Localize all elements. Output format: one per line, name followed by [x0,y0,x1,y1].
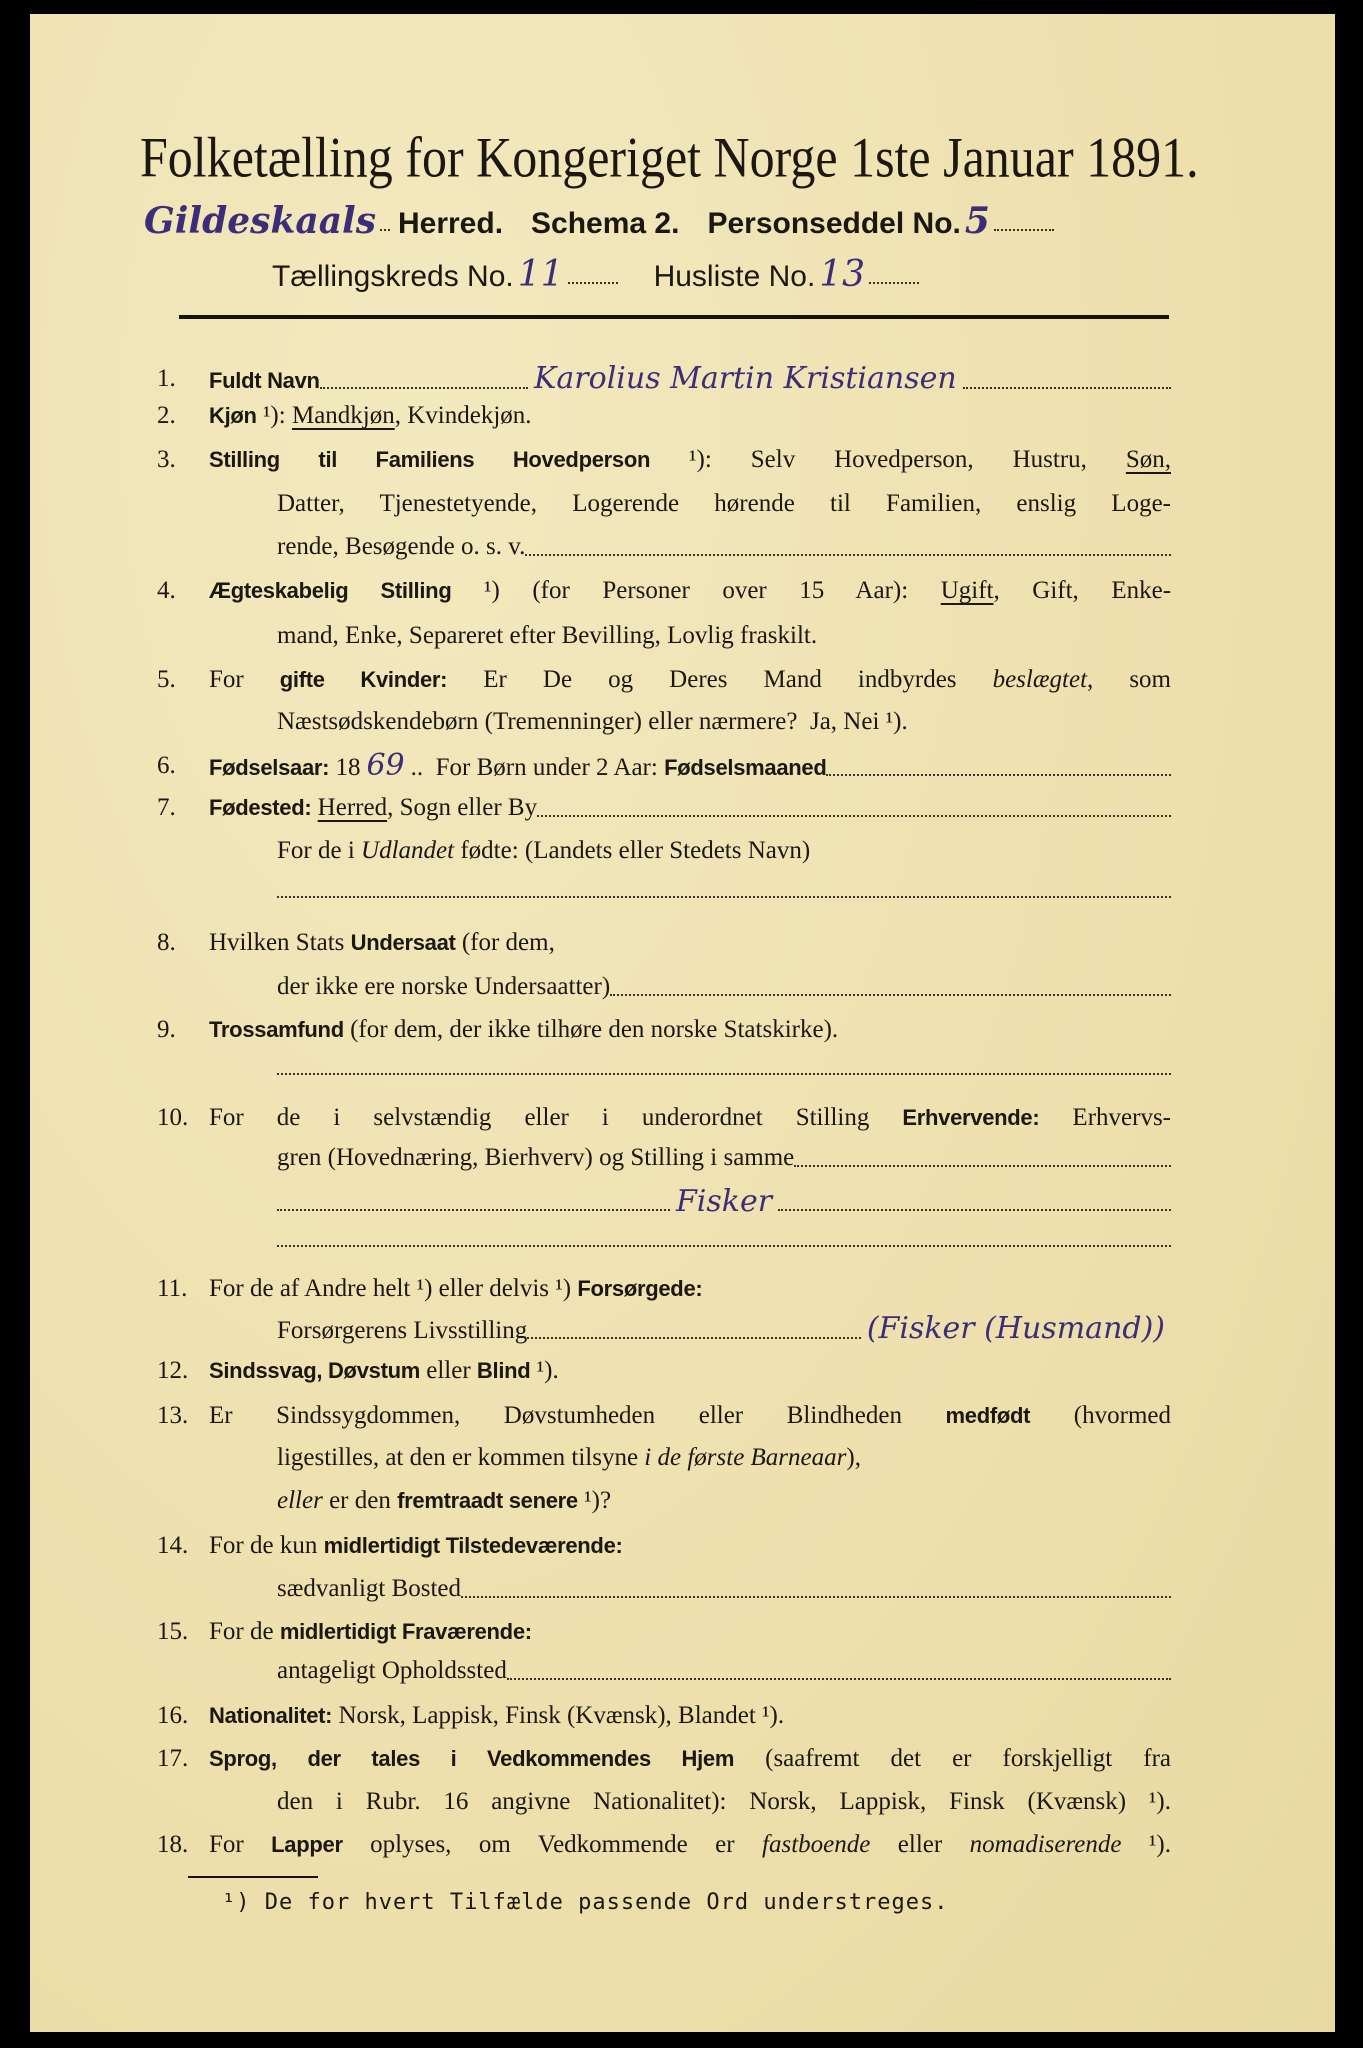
form-line [0,1141,1363,1175]
dotted-leader [380,228,390,231]
item-text [277,1785,1171,1819]
item-text [209,1742,1171,1776]
item-number: 3. [157,446,176,473]
item-text [209,1101,1171,1135]
form-line [0,1058,1363,1092]
form-line [0,530,1363,564]
husliste-value: 13 [819,254,866,295]
text: For de i selvstændig eller i underordnet Stilling [209,1104,903,1131]
item-text [277,1185,1171,1219]
text: For de [209,1618,280,1645]
text: mand, Enke, Separeret efter Bevilling, Lovlig fraskilt. [277,622,818,649]
bold-label: Fødselsaar: [209,755,330,780]
italic-text: beslægtet [992,666,1088,693]
item-text [277,881,1171,898]
text: Norsk, Lappisk, Finsk (Kvænsk), Blandet ¹). [332,1702,785,1729]
bold-label: Fødselsmaaned [664,755,827,780]
item-text [209,1828,1171,1862]
underlined-option: Herred [317,794,388,821]
item-text [277,487,1171,521]
dotted-leader [277,895,1171,898]
item-text [209,1615,1171,1649]
personseddel-value: 5 [964,200,990,242]
handwritten-entry: Karolius Martin Kristiansen [534,361,957,396]
item-text [277,530,1171,564]
form-line [0,1441,1363,1475]
form-line [0,362,1363,396]
text: fødte: (Landets eller Stedets Navn) [454,837,811,864]
personseddel-label: Personseddel No. [707,207,961,240]
item-text [209,749,1171,785]
bold-label: Forsørgede: [577,1276,703,1301]
text: Forsørgerens Livsstilling [277,1317,528,1344]
bold-label: Blind [476,1358,531,1383]
text: ¹) (for Personer over 15 Aar): [451,577,941,604]
form-line [0,1572,1363,1606]
herred-label: Herred. [397,207,504,240]
dotted-leader [525,553,1171,556]
underlined-option: Søn, [1125,446,1171,473]
form-line [0,1185,1363,1219]
item-text [209,1529,1171,1563]
form-line [0,1529,1363,1563]
text: eller [420,1357,477,1384]
underlined-option: Mandkjøn [291,402,395,429]
footnote: ¹) De for hvert Tilfælde passende Ord understreges. [222,1890,949,1915]
header-rule [179,315,1169,319]
handwritten-entry: Fisker [675,1184,773,1219]
bold-label: Trossamfund [209,1017,344,1042]
form-line [0,1272,1363,1306]
form-line [0,1354,1363,1388]
dotted-leader [610,993,1171,996]
item-number: 2. [157,402,176,429]
text: (for dem, [455,929,555,956]
text: sædvanligt Bosted [277,1575,462,1602]
bold-label: gifte Kvinder: [279,667,448,692]
form-line [0,1312,1363,1346]
item-number: 12. [157,1357,189,1384]
bold-label: fremtraadt senere [397,1488,578,1513]
form-line [0,881,1363,915]
item-text [209,1399,1171,1433]
item-number: 16. [157,1702,189,1729]
form-line [0,574,1363,608]
dotted-leader [277,1072,1171,1075]
item-number: 8. [157,929,176,956]
form-line [0,1484,1363,1518]
bold-label: midlertidigt Fraværende: [279,1619,532,1644]
text: , som [1087,666,1171,693]
item-number: 4. [157,577,176,604]
item-number: 11. [157,1275,188,1302]
kreds-label: Tællingskreds No. [272,260,514,293]
text: For de kun [209,1532,324,1559]
dotted-leader [568,281,618,284]
footnote-rule [188,1876,318,1878]
text: rende, Besøgende o. s. v. [277,533,526,560]
item-text [209,574,1171,608]
form-line [0,791,1363,825]
item-text [209,399,1171,433]
form-title: Folketælling for Kongeriget Norge 1ste Januar 1891. [140,124,1199,190]
item-text [209,1272,1171,1306]
dotted-leader [320,386,528,389]
text: der ikke ere norske Undersaatter) [277,973,611,1000]
item-number: 13. [157,1402,189,1429]
bold-label: Fødested: [209,795,312,820]
item-text [209,1013,1171,1047]
item-text [277,705,1171,739]
text: , Sogn eller By [387,794,538,821]
handwritten-entry: (Fisker (Husmand)) [866,1311,1165,1346]
text: For [209,1831,272,1858]
text: gren (Hovednæring, Bierhverv) og Stilling i samme [277,1144,795,1171]
text: For de i [277,837,362,864]
text: ¹): Selv Hovedperson, Hustru, [650,446,1126,473]
item-text [277,1141,1171,1175]
form-line [0,834,1363,868]
dotted-leader [794,1164,1171,1167]
bold-label: Ægteskabelig Stilling [209,578,452,603]
form-line [0,443,1363,477]
text: ), [846,1444,861,1471]
item-text [277,1058,1171,1075]
form-line [0,1399,1363,1433]
text: , Gift, Enke- [993,577,1172,604]
dotted-leader [507,1677,1171,1680]
item-text [209,1354,1171,1388]
item-text [277,970,1171,1004]
text: Er Sindssygdommen, Døvstumheden eller Blindheden [209,1402,946,1429]
dotted-leader [994,228,1054,231]
bold-label: Lapper [271,1832,343,1857]
item-text [209,443,1171,477]
item-number: 5. [157,666,176,693]
dotted-leader [869,281,919,284]
form-line [0,1013,1363,1047]
item-number: 7. [157,794,176,821]
text: ¹). [1121,1831,1171,1858]
text: For [209,666,280,693]
item-text [277,1654,1171,1688]
text: (for dem, der ikke tilhøre den norske Statskirke). [343,1016,839,1043]
bold-label: medfødt [945,1403,1031,1428]
item-text [209,1699,1171,1733]
text: (saafremt det er forskjelligt fra [734,1745,1171,1772]
bold-label: Sprog, der tales i Vedkommendes Hjem [209,1746,735,1771]
form-line [0,1615,1363,1649]
bold-label: Kjøn [209,403,257,428]
form-line [0,487,1363,521]
item-number: 15. [157,1618,189,1645]
dotted-leader [963,386,1171,389]
item-number: 6. [157,752,176,779]
item-text [277,834,1171,868]
item-text [277,1441,1171,1475]
text: Næstsødskendebørn (Tremenninger) eller nærmere? Ja, Nei ¹). [277,708,908,735]
dotted-leader [537,814,1171,817]
form-line [0,1654,1363,1688]
form-line [0,663,1363,697]
text: Datter, Tjenestetyende, Logerende hørende til Familien, enslig Loge- [277,490,1171,517]
bold-label: Undersaat [350,930,456,955]
item-number: 10. [157,1104,189,1131]
item-text [277,1230,1171,1247]
form-line [0,1101,1363,1135]
text: Hvilken Stats [209,929,351,956]
dotted-leader [277,1208,670,1211]
dotted-leader [826,773,1171,776]
item-text [277,1484,1171,1518]
item-text [209,663,1171,697]
text: ¹): [256,402,292,429]
item-text [277,1312,1171,1348]
text: ¹). [530,1357,559,1384]
text: antageligt Opholdssted [277,1657,507,1684]
herred-value: Gildeskaals [144,200,376,242]
text: den i Rubr. 16 angivne Nationalitet): Norsk, Lappisk, Finsk (Kvænsk) ¹). [277,1788,1171,1815]
kreds-value: 11 [517,254,564,295]
form-line [0,1828,1363,1862]
italic-text: nomadiserende [969,1831,1122,1858]
header-line-herred [140,200,1168,242]
husliste-label: Husliste No. [653,260,816,293]
bold-label: Stilling til Familiens Hovedperson [209,447,651,472]
item-text [277,619,1171,653]
form-line [0,926,1363,960]
handwritten-entry: 69 [366,748,405,783]
form-line [0,399,1363,433]
form-line [0,705,1363,739]
form-line [0,1785,1363,1819]
item-number: 9. [157,1016,176,1043]
text: (hvormed [1030,1402,1171,1429]
text: 18 [329,754,361,781]
header-line-kreds [272,254,919,295]
item-text [209,362,1171,398]
item-number: 17. [157,1745,189,1772]
form-line [0,1230,1363,1264]
text: ligestilles, at den er kommen tilsyne [277,1444,645,1471]
item-number: 18. [157,1831,189,1858]
text: eller [870,1831,970,1858]
text: Er De og Deres Mand indbyrdes [447,666,993,693]
text: .. For Børn under 2 Aar: [410,754,665,781]
bold-label: Sindssvag, Døvstum [209,1358,420,1383]
form-line [0,1742,1363,1776]
italic-text: Udlandet [361,837,455,864]
bold-label: Erhvervende: [902,1105,1040,1130]
dotted-leader [778,1208,1171,1211]
dotted-leader [527,1336,861,1339]
text: , Kvindekjøn. [394,402,532,429]
item-number: 1. [157,365,176,392]
dotted-leader [461,1595,1171,1598]
bold-label: midlertidigt Tilstedeværende: [323,1533,623,1558]
bold-label: Fuldt Navn [209,368,320,393]
text: Erhvervs- [1039,1104,1171,1131]
form-line [0,619,1363,653]
italic-text: i de første Barneaar [644,1444,847,1471]
item-text [209,791,1171,825]
dotted-leader [277,1244,1171,1247]
underlined-option: Ugift [940,577,994,604]
text: For de af Andre helt ¹) eller delvis ¹) [209,1275,578,1302]
form-line [0,1699,1363,1733]
item-number: 14. [157,1532,189,1559]
schema-label: Schema 2. [531,207,680,240]
italic-text: eller [277,1487,323,1514]
bold-label: Nationalitet: [209,1703,333,1728]
text: er den [322,1487,398,1514]
form-line [0,749,1363,783]
item-text [277,1572,1171,1606]
text: oplyses, om Vedkommende er [342,1831,763,1858]
italic-text: fastboende [762,1831,871,1858]
item-text [209,926,1171,960]
text: ¹)? [577,1487,612,1514]
form-line [0,970,1363,1004]
